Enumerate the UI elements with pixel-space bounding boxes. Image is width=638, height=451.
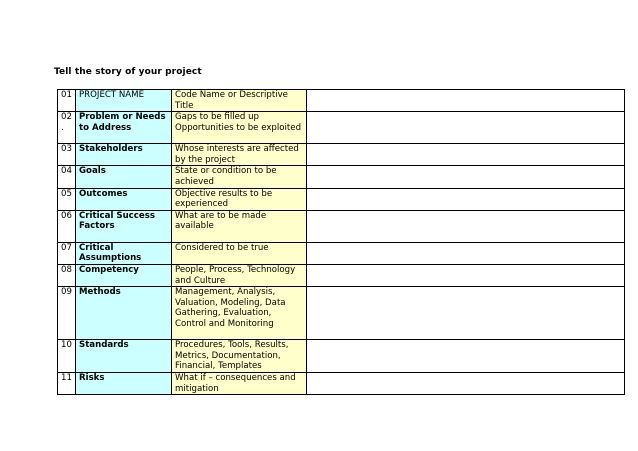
row-number: 10 [58, 340, 76, 373]
notes-cell[interactable] [307, 210, 625, 242]
row-description: Whose interests are affected by the project [172, 144, 307, 166]
row-number: 06 [58, 210, 76, 242]
row-number: 11 [58, 372, 76, 394]
row-label: PROJECT NAME [76, 90, 172, 112]
table-row [58, 242, 625, 264]
row-label: Critical Assumptions [76, 242, 172, 264]
row-label: Stakeholders [76, 144, 172, 166]
row-number: 02 . [58, 112, 76, 144]
notes-cell[interactable] [307, 287, 625, 340]
row-label: Problem or Needs to Address [76, 112, 172, 144]
row-label: Goals [76, 166, 172, 188]
row-number: 01 [58, 90, 76, 112]
notes-cell[interactable] [307, 112, 625, 144]
row-description: What if – consequences and mitigation [172, 372, 307, 394]
table-row [58, 287, 625, 340]
row-number: 09 [58, 287, 76, 340]
row-label: Risks [76, 372, 172, 394]
table-row [58, 188, 625, 210]
row-description: Procedures, Tools, Results, Metrics, Documentation, Financial, Templates [172, 340, 307, 373]
row-number: 03 [58, 144, 76, 166]
row-description: What are to be made available [172, 210, 307, 242]
notes-cell[interactable] [307, 264, 625, 286]
row-description: Code Name or Descriptive Title [172, 90, 307, 112]
table-row [58, 372, 625, 394]
row-description: State or condition to be achieved [172, 166, 307, 188]
row-description: Objective results to be experienced [172, 188, 307, 210]
row-number: 05 [58, 188, 76, 210]
project-story-table [57, 89, 625, 395]
notes-cell[interactable] [307, 166, 625, 188]
row-description: Considered to be true [172, 242, 307, 264]
notes-cell[interactable] [307, 90, 625, 112]
table-row [58, 340, 625, 373]
notes-cell[interactable] [307, 144, 625, 166]
table-row [58, 166, 625, 188]
table-row [58, 112, 625, 144]
table-row [58, 144, 625, 166]
row-label: Critical Success Factors [76, 210, 172, 242]
row-number: 04 [58, 166, 76, 188]
page-title: Tell the story of your project [54, 67, 202, 77]
row-description: Gaps to be filled up Opportunities to be exploited [172, 112, 307, 144]
notes-cell[interactable] [307, 188, 625, 210]
notes-cell[interactable] [307, 372, 625, 394]
row-description: People, Process, Technology and Culture [172, 264, 307, 286]
notes-cell[interactable] [307, 340, 625, 373]
row-label: Methods [76, 287, 172, 340]
row-description: Management, Analysis, Valuation, Modeling, Data Gathering, Evaluation, Control and Monitoring [172, 287, 307, 340]
table-row [58, 210, 625, 242]
notes-cell[interactable] [307, 242, 625, 264]
row-label: Competency [76, 264, 172, 286]
row-label: Outcomes [76, 188, 172, 210]
row-number: 07 [58, 242, 76, 264]
row-label: Standards [76, 340, 172, 373]
row-number: 08 [58, 264, 76, 286]
table-row [58, 264, 625, 286]
table-row [58, 90, 625, 112]
